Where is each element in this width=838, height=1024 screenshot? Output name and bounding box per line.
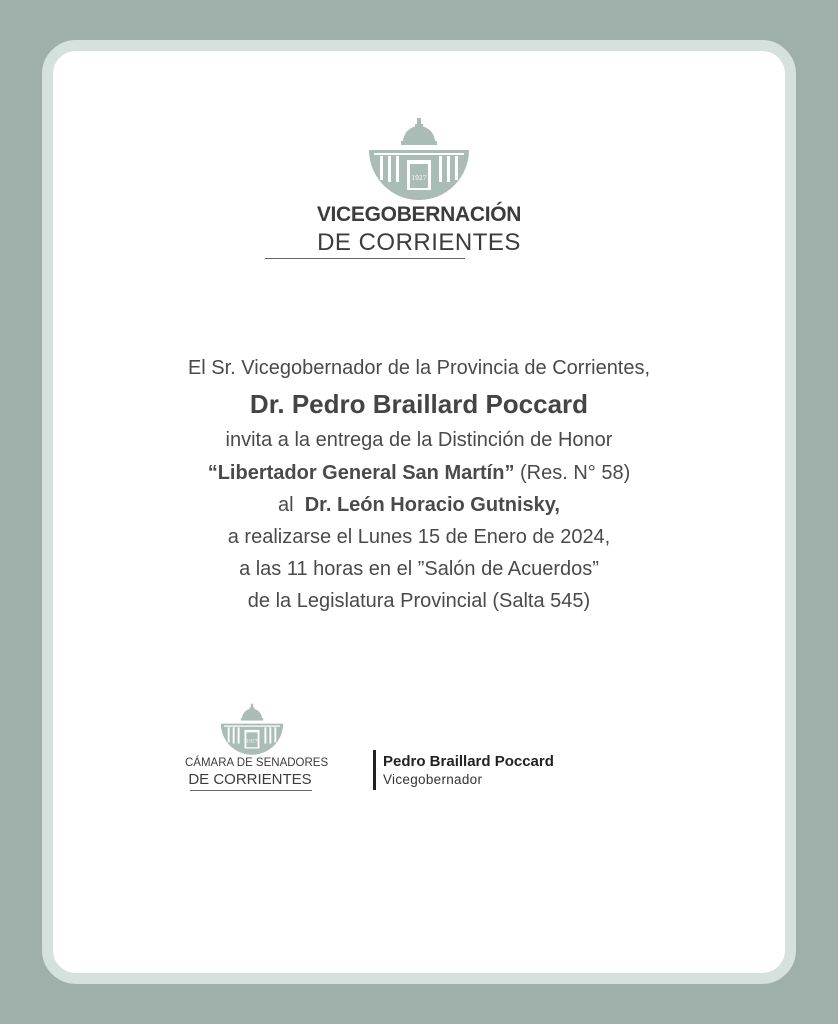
camara-subtitle: DE CORRIENTES [188,771,312,788]
signature-name: Pedro Braillard Poccard [383,753,554,770]
invite-line: invita a la entrega de la Distinción de Honor [225,429,613,451]
place-line: de la Legislatura Provincial (Salta 545) [247,590,591,612]
brand-subtitle: DE CORRIENTES [317,229,521,256]
senate-building-icon [218,700,286,756]
camara-underline [190,790,312,791]
recipient-prefix: al [278,494,305,516]
camara-title: CÁMARA DE SENADORES [185,757,329,769]
signature-divider [373,750,376,790]
recipient-line [0,489,838,521]
brand-title: VICEGOBERNACIÓN [316,203,522,226]
host-name: Dr. Pedro Braillard Poccard [249,389,589,419]
honor-title: “Libertador General San Martín” [207,462,515,484]
date-line: a realizarse el Lunes 15 de Enero de 2024, [227,526,611,548]
time-line: a las 11 horas en el ”Salón de Acuerdos” [239,558,599,580]
signature-role: Vicegobernador [383,772,483,787]
emblem-year: 1927 [411,175,427,182]
brand-underline [265,258,465,259]
recipient-name: Dr. León Horacio Gutnisky, [304,494,560,516]
honor-resolution: (Res. N° 58) [514,462,631,484]
host-intro-line: El Sr. Vicegobernador de la Provincia de Corrientes, [187,357,651,379]
invitation-text [0,352,838,617]
legislature-building-icon [366,112,472,202]
footer-emblem-year: 1927 [246,739,258,745]
honor-line [0,457,838,489]
